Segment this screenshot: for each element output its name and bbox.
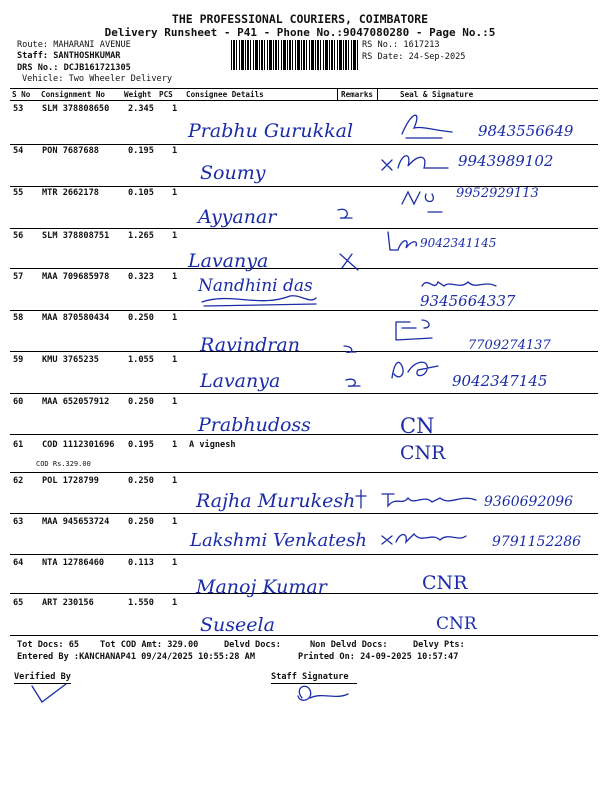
row-sno: 65 <box>13 598 24 608</box>
row-sno: 57 <box>13 272 24 282</box>
row-pcs: 1 <box>172 188 178 198</box>
row-consignment: COD 1112301696 <box>42 440 115 450</box>
delivery-points: Delvy Pts: <box>413 640 465 650</box>
row-consignment: SLM 378808751 <box>42 231 110 241</box>
staff-label: Staff: SANTHOSHKUMAR <box>17 51 121 61</box>
row-sno: 53 <box>13 104 24 114</box>
handwritten-name: Lakshmi Venkatesh <box>190 530 367 551</box>
row-consignment: MAA 709685978 <box>42 272 110 282</box>
handwritten-name: Ayyanar <box>198 206 277 228</box>
handwritten-name: Lavanya <box>188 250 269 272</box>
row-weight: 0.250 <box>128 397 154 407</box>
row-pcs: 1 <box>172 598 178 608</box>
row-pcs: 1 <box>172 517 178 527</box>
handwritten-name: Prabhu Gurukkal <box>188 120 354 142</box>
row-pcs: 1 <box>172 313 178 323</box>
row-consignment: MAA 652057912 <box>42 397 110 407</box>
col-pcs: PCS <box>159 90 173 99</box>
col-seal-signature: Seal & Signature <box>400 90 474 99</box>
signature-scribble <box>420 276 500 292</box>
handwritten-name: Lavanya <box>200 370 281 392</box>
signature-scribble <box>392 318 442 344</box>
row-consignment: MAA 945653724 <box>42 517 110 527</box>
row-pcs: 1 <box>172 104 178 114</box>
handwritten-phone: 9345664337 <box>420 292 516 310</box>
row-consignment: ART 230156 <box>42 598 94 608</box>
handwritten-phone: 7709274137 <box>468 338 551 353</box>
signature-scribble <box>398 186 454 216</box>
row-consignment: MAA 870580434 <box>42 313 110 323</box>
row-pcs: 1 <box>172 476 178 486</box>
row-weight: 0.250 <box>128 313 154 323</box>
verifier-signature <box>30 680 70 706</box>
row-weight: 0.195 <box>128 440 154 450</box>
handwritten-phone: 9791152286 <box>492 534 582 550</box>
company-title: THE PROFESSIONAL COURIERS, COIMBATORE <box>171 12 429 26</box>
verified-by-label: Verified By <box>14 672 71 682</box>
row-weight: 1.055 <box>128 355 154 365</box>
handwritten-phone: 9042347145 <box>452 372 548 390</box>
signature-scribble <box>378 528 470 548</box>
row-weight: 0.195 <box>128 146 154 156</box>
remark-mark <box>336 206 356 222</box>
row-sno: 55 <box>13 188 24 198</box>
row-consignment: SLM 378808650 <box>42 104 110 114</box>
row-consignment: KMU 3765235 <box>42 355 99 365</box>
handwritten-phone: 9843556649 <box>478 122 574 140</box>
row-pcs: 1 <box>172 440 178 450</box>
row-weight: 1.265 <box>128 231 154 241</box>
staff-signature-scribble <box>292 680 352 706</box>
row-sno: 56 <box>13 231 24 241</box>
delivered-docs: Delvd Docs: <box>224 640 281 650</box>
row-pcs: 1 <box>172 355 178 365</box>
row-sno: 60 <box>13 397 24 407</box>
entered-by: Entered By :KANCHANAP41 09/24/2025 10:55:28 AM <box>17 652 255 662</box>
handwritten-name: Nandhini das <box>198 276 313 296</box>
handwritten-status: CNR <box>400 442 446 464</box>
handwritten-name: Ravindran <box>200 334 300 356</box>
row-pcs: 1 <box>172 558 178 568</box>
row-sno: 61 <box>13 440 24 450</box>
handwritten-phone: 9952929113 <box>456 186 539 201</box>
vehicle-label: Vehicle: Two Wheeler Delivery <box>22 74 173 84</box>
rs-number: RS No.: 1617213 <box>362 40 440 50</box>
cod-amount-note: COD Rs.329.00 <box>36 460 91 468</box>
handwritten-status: CN <box>400 414 435 438</box>
handwritten-status: CNR <box>422 572 468 594</box>
drs-number: DRS No.: DCJB161721305 <box>17 63 131 73</box>
barcode <box>231 40 358 70</box>
row-sno: 58 <box>13 313 24 323</box>
row-sno: 59 <box>13 355 24 365</box>
non-delivered-docs: Non Delvd Docs: <box>310 640 388 650</box>
staff-signature-label: Staff Signature <box>271 672 349 682</box>
remark-mark <box>342 344 358 356</box>
remark-mark <box>354 488 368 510</box>
strikethrough-scribble <box>200 290 320 310</box>
row-sno: 63 <box>13 517 24 527</box>
row-consignment: MTR 2662178 <box>42 188 99 198</box>
handwritten-status: CNR <box>436 614 477 634</box>
col-remarks: Remarks <box>341 90 374 99</box>
handwritten-name: Manoj Kumar <box>196 576 327 598</box>
handwritten-phone: 9943989102 <box>458 152 554 170</box>
row-weight: 0.250 <box>128 517 154 527</box>
col-weight: Weight <box>124 90 152 99</box>
col-sno: S No <box>12 90 31 99</box>
row-sno: 62 <box>13 476 24 486</box>
handwritten-name: Rajha Murukesh <box>196 490 356 512</box>
signature-scribble <box>388 356 442 382</box>
signature-scribble <box>380 490 480 512</box>
row-pcs: 1 <box>172 146 178 156</box>
row-consignment: PON 7687688 <box>42 146 99 156</box>
remark-mark <box>338 252 360 272</box>
route-label: Route: MAHARANI AVENUE <box>17 40 131 50</box>
row-pcs: 1 <box>172 231 178 241</box>
row-weight: 0.105 <box>128 188 154 198</box>
row-weight: 1.550 <box>128 598 154 608</box>
handwritten-name: Soumy <box>200 162 266 184</box>
col-consignee: Consignee Details <box>186 90 264 99</box>
row-weight: 2.345 <box>128 104 154 114</box>
signature-scribble <box>392 106 462 142</box>
row-pcs: 1 <box>172 397 178 407</box>
handwritten-phone: 9360692096 <box>484 494 574 510</box>
total-cod-amount: Tot COD Amt: 329.00 <box>100 640 199 650</box>
row-weight: 0.250 <box>128 476 154 486</box>
printed-on: Printed On: 24-09-2025 10:57:47 <box>298 652 459 662</box>
consignee-details: A vignesh <box>189 440 236 450</box>
signature-scribble <box>378 148 454 178</box>
row-weight: 0.323 <box>128 272 154 282</box>
handwritten-name: Suseela <box>200 614 275 636</box>
handwritten-phone: 9042341145 <box>420 236 497 250</box>
rs-date: RS Date: 24-Sep-2025 <box>362 52 466 62</box>
total-docs: Tot Docs: 65 <box>17 640 80 650</box>
runsheet-subtitle: Delivery Runsheet - P41 - Phone No.:9047080280 - Page No.:5 <box>104 26 496 39</box>
row-consignment: NTA 12786460 <box>42 558 105 568</box>
row-consignment: POL 1728799 <box>42 476 99 486</box>
row-sno: 64 <box>13 558 24 568</box>
signature-scribble <box>384 230 420 254</box>
handwritten-name: Prabhudoss <box>198 414 311 436</box>
row-sno: 54 <box>13 146 24 156</box>
col-consignment: Consignment No <box>41 90 106 99</box>
remark-mark <box>344 376 362 390</box>
row-pcs: 1 <box>172 272 178 282</box>
row-weight: 0.113 <box>128 558 154 568</box>
